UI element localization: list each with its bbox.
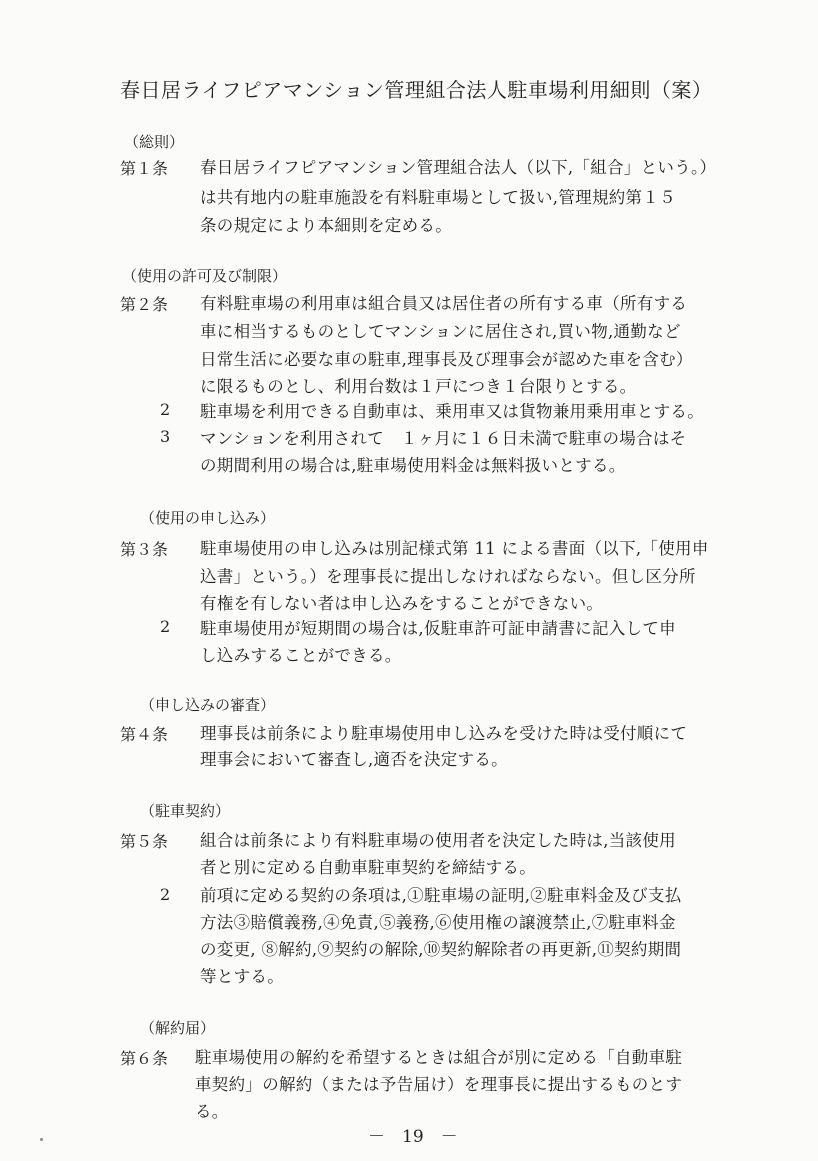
article-1-line: 春日居ライフピアマンション管理組合法人（以下,「組合」という。） bbox=[200, 158, 717, 177]
article-3-line: 有権を有しない者は申し込みをすることができない。 bbox=[200, 594, 604, 613]
article-5-paragraph-2-line: 方法③賠償義務,④免責,⑤義務,⑥使用権の譲渡禁止,⑦駐車料金 bbox=[200, 913, 676, 932]
section-heading-parking-contract: （駐車契約） bbox=[140, 802, 231, 820]
article-3-line: 駐車場使用の申し込みは別記様式第 11 による書面（以下,「使用申 bbox=[200, 539, 709, 558]
article-1-line: は共有地内の駐車施設を有料駐車場として扱い,管理規約第１５ bbox=[200, 188, 676, 207]
article-2-paragraph-3-number: 3 bbox=[160, 427, 171, 446]
page-number: － 19 － bbox=[368, 1127, 458, 1147]
article-6-line: 車契約」の解約（または予告届け）を理事長に提出するものとす bbox=[195, 1075, 683, 1094]
article-5-line: 者と別に定める自動車駐車契約を締結する。 bbox=[200, 858, 536, 877]
article-2-line: 日常生活に必要な車の駐車,理事長及び理事会が認めた車を含む） bbox=[200, 350, 693, 369]
article-3-paragraph-2-line: 駐車場使用が短期間の場合は,仮駐車許可証申請書に記入して申 bbox=[200, 619, 676, 638]
article-2-paragraph-2-number: 2 bbox=[160, 400, 171, 419]
article-2-line: に限るものとし、利用台数は１戸につき１台限りとする。 bbox=[200, 377, 637, 396]
article-4-line: 理事会において審査し,適否を決定する。 bbox=[200, 750, 508, 769]
document-title: 春日居ライフピアマンション管理組合法人駐車場利用細則（案） bbox=[120, 78, 713, 102]
article-5-paragraph-2-line: 等とする。 bbox=[200, 967, 284, 986]
section-heading-cancellation-notice: （解約届） bbox=[140, 1019, 216, 1037]
article-2-paragraph-3-line: の期間利用の場合は,駐車場使用料金は無料扱いとする。 bbox=[200, 456, 626, 475]
article-5-number: 第５条 bbox=[120, 832, 169, 851]
article-1-number: 第１条 bbox=[120, 159, 169, 178]
section-heading-application-review: （申し込みの審査） bbox=[140, 696, 276, 714]
article-5-paragraph-2-number: 2 bbox=[160, 885, 171, 904]
article-5-paragraph-2-line: 前項に定める契約の条項は,①駐車場の証明,②駐車料金及び支払 bbox=[200, 886, 682, 905]
article-1-line: 条の規定により本細則を定める。 bbox=[200, 216, 452, 235]
article-2-line: 有料駐車場の利用車は組合員又は居住者の所有する車（所有する bbox=[200, 294, 688, 313]
section-heading-permission-and-restrictions: （使用の許可及び制限） bbox=[122, 267, 288, 285]
article-6-line: る。 bbox=[195, 1102, 229, 1121]
article-6-number: 第６条 bbox=[120, 1049, 169, 1068]
article-2-number: 第２条 bbox=[120, 295, 169, 314]
article-3-line: 込書」という。）を理事長に提出しなければならない。但し区分所 bbox=[200, 567, 696, 586]
article-5-line: 組合は前条により有料駐車場の使用者を決定した時は,当該使用 bbox=[200, 831, 676, 850]
section-heading-general-provisions: （総則） bbox=[124, 133, 185, 151]
article-4-number: 第４条 bbox=[120, 725, 169, 744]
article-2-paragraph-2-line: 駐車場を利用できる自動車は、乗用車又は貨物兼用乗用車とする。 bbox=[200, 402, 704, 421]
article-3-paragraph-2-line: し込みすることができる。 bbox=[200, 646, 402, 665]
section-heading-application: （使用の申し込み） bbox=[140, 509, 276, 527]
scan-speck bbox=[40, 1138, 43, 1141]
article-2-line: 車に相当するものとしてマンションに居住され,買い物,通勤など bbox=[200, 322, 681, 341]
article-3-number: 第３条 bbox=[120, 540, 169, 559]
article-6-line: 駐車場使用の解約を希望するときは組合が別に定める「自動車駐 bbox=[195, 1048, 683, 1067]
article-4-line: 理事長は前条により駐車場使用申し込みを受けた時は受付順にて bbox=[200, 724, 688, 743]
article-3-paragraph-2-number: 2 bbox=[160, 617, 171, 636]
article-5-paragraph-2-line: の変更, ⑧解約,⑨契約の解除,⑩契約解除者の再更新,⑪契約期間 bbox=[200, 940, 682, 959]
article-2-paragraph-3-line: マンションを利用されて １ヶ月に１６日未満で駐車の場合はそ bbox=[200, 429, 687, 448]
